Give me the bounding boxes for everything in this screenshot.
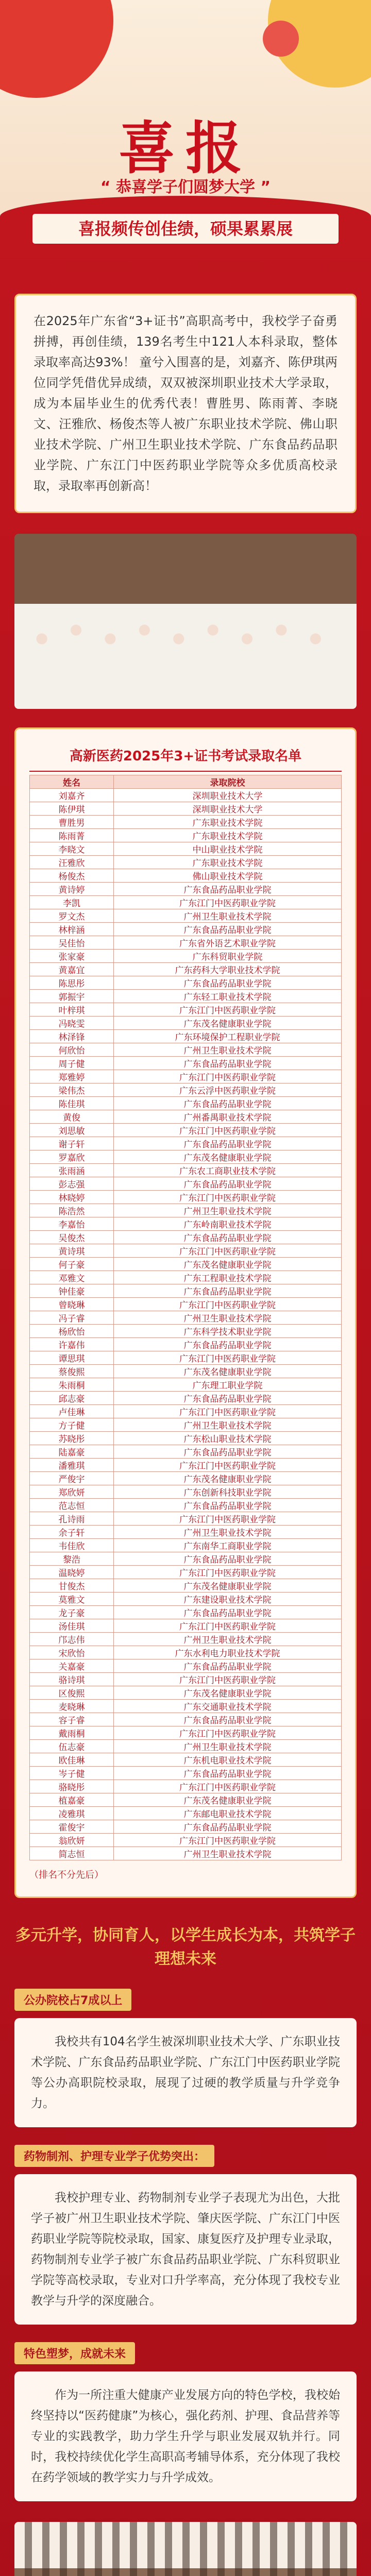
table-row [30, 896, 342, 909]
table-row [30, 1619, 342, 1633]
admitted-school: 广东江门中医药职业学院 [114, 1619, 342, 1633]
table-row [30, 856, 342, 869]
public-tag: 公办院校占7成以上 [14, 1989, 131, 2011]
student-name: 霍俊宇 [30, 1820, 114, 1834]
student-name: 严俊宇 [30, 1472, 114, 1485]
admitted-school: 广州卫生职业技术学院 [114, 1740, 342, 1753]
student-name: 李嘉怡 [30, 1217, 114, 1231]
table-row [30, 1566, 342, 1579]
admitted-school: 广东岭南职业技术学院 [114, 1217, 342, 1231]
table-row [30, 1606, 342, 1619]
admitted-school: 广东南华工商职业学院 [114, 1539, 342, 1552]
student-name: 刘嘉齐 [30, 789, 114, 802]
table-row [30, 1124, 342, 1137]
table-row [30, 869, 342, 883]
table-row [30, 1365, 342, 1378]
student-name: 陈浩然 [30, 1204, 114, 1217]
table-row [30, 1016, 342, 1030]
admitted-school: 广东茂名健康职业学院 [114, 1258, 342, 1271]
table-row [30, 1405, 342, 1418]
public-text: 我校共有104名学生被深圳职业技术大学、广东职业技术学院、广东食品药品职业学院、广东江门中医药职业学院等公办高职院校录取，展现了过硬的教学质量与升学竞争力。 [14, 2018, 357, 2127]
table-row [30, 1753, 342, 1767]
admitted-school: 广东创新科技职业学院 [114, 1485, 342, 1499]
admitted-school: 广东食品药品职业学院 [114, 1659, 342, 1673]
admitted-school: 广东江门中医药职业学院 [114, 1512, 342, 1526]
admitted-school: 广州番禺职业技术学院 [114, 1110, 342, 1124]
student-name: 伍志豪 [30, 1740, 114, 1753]
table-row [30, 1659, 342, 1673]
student-name: 黄嘉宜 [30, 963, 114, 976]
table-row [30, 1311, 342, 1325]
student-name: 范志恒 [30, 1499, 114, 1512]
table-row [30, 963, 342, 976]
admitted-school: 广东江门中医药职业学院 [114, 1124, 342, 1137]
feature-tag: 特色塑梦，成就未来 [14, 2342, 135, 2364]
admitted-school: 佛山职业技术学院 [114, 869, 342, 883]
admitted-school: 广东食品药品职业学院 [114, 1713, 342, 1726]
admitted-school: 广东江门中医药职业学院 [114, 1780, 342, 1793]
table-row [30, 1217, 342, 1231]
admitted-school: 广州卫生职业技术学院 [114, 1633, 342, 1646]
admitted-school: 广东食品药品职业学院 [114, 1445, 342, 1459]
admitted-school: 广东江门中医药职业学院 [114, 1673, 342, 1686]
student-name: 卢佳琳 [30, 1405, 114, 1418]
admitted-school: 广东松山职业技术学院 [114, 1432, 342, 1445]
table-row [30, 1445, 342, 1459]
admission-table-card [14, 727, 357, 1898]
admitted-school: 广东江门中医药职业学院 [114, 896, 342, 909]
table-row [30, 1191, 342, 1204]
admitted-school: 深圳职业技术大学 [114, 789, 342, 802]
student-name: 黄俊 [30, 1110, 114, 1124]
admitted-school: 广东食品药品职业学院 [114, 1137, 342, 1150]
table-row [30, 802, 342, 816]
student-name: 韦佳欣 [30, 1539, 114, 1552]
admitted-school: 广东食品药品职业学院 [114, 883, 342, 896]
student-name: 简志恒 [30, 1847, 114, 1860]
student-name: 冯晓雯 [30, 1016, 114, 1030]
student-name: 林晓婷 [30, 1191, 114, 1204]
table-row [30, 1057, 342, 1070]
admitted-school: 广东轻工职业技术学院 [114, 990, 342, 1003]
table-row [30, 1150, 342, 1164]
admitted-school: 广东茂名健康职业学院 [114, 1365, 342, 1378]
table-row [30, 936, 342, 950]
table-header: 姓名 [30, 775, 114, 789]
admitted-school: 广东科学技术职业学院 [114, 1325, 342, 1338]
table-row [30, 1526, 342, 1539]
table-row [30, 1767, 342, 1780]
hero-subtitle: “ 恭喜学子们圆梦大学 ” [100, 178, 271, 196]
table-row [30, 909, 342, 923]
admitted-school: 广东省外语艺术职业学院 [114, 936, 342, 950]
student-name: 汪雅欣 [30, 856, 114, 869]
admitted-school: 广东邮电职业技术学院 [114, 1807, 342, 1820]
table-row [30, 923, 342, 936]
student-name: 杨欣怡 [30, 1325, 114, 1338]
student-name: 陆嘉豪 [30, 1445, 114, 1459]
table-note: （排名不分先后） [29, 1870, 104, 1880]
table-row [30, 1244, 342, 1258]
student-name: 方子健 [30, 1418, 114, 1432]
admitted-school: 广东食品药品职业学院 [114, 1231, 342, 1244]
table-row [30, 1713, 342, 1726]
admitted-school: 广东江门中医药职业学院 [114, 1834, 342, 1847]
admitted-school: 广东江门中医药职业学院 [114, 1244, 342, 1258]
table-row [30, 1043, 342, 1057]
table-row [30, 1780, 342, 1793]
student-name: 区俊熙 [30, 1686, 114, 1700]
student-name: 植嘉豪 [30, 1793, 114, 1807]
student-name: 潘雅琪 [30, 1459, 114, 1472]
student-name: 林梓涵 [30, 923, 114, 936]
student-name: 关嘉豪 [30, 1659, 114, 1673]
student-name: 梁伟杰 [30, 1083, 114, 1097]
admitted-school: 广东食品药品职业学院 [114, 1284, 342, 1298]
table-row [30, 1284, 342, 1298]
admitted-school: 广东茂名健康职业学院 [114, 1016, 342, 1030]
table-row [30, 842, 342, 856]
table-row [30, 1847, 342, 1860]
decor-circle [263, 21, 299, 57]
admission-table [29, 775, 342, 1860]
student-name: 黄诗婷 [30, 883, 114, 896]
table-row [30, 1700, 342, 1713]
student-name: 曹胜男 [30, 816, 114, 829]
student-name: 吴俊杰 [30, 1231, 114, 1244]
table-row [30, 1351, 342, 1365]
table-row [30, 1512, 342, 1526]
student-name: 甘俊杰 [30, 1579, 114, 1592]
table-row [30, 1686, 342, 1700]
admitted-school: 广州卫生职业技术学院 [114, 909, 342, 923]
table-row [30, 1325, 342, 1338]
admitted-school: 广东食品药品职业学院 [114, 1097, 342, 1110]
admitted-school: 广东食品药品职业学院 [114, 1552, 342, 1566]
student-name: 林泽锋 [30, 1030, 114, 1043]
student-name: 何欣怡 [30, 1043, 114, 1057]
student-name: 郑欣妍 [30, 1485, 114, 1499]
table-row [30, 1726, 342, 1740]
student-name: 岑子健 [30, 1767, 114, 1780]
admitted-school: 广州卫生职业技术学院 [114, 1847, 342, 1860]
admitted-school: 广东食品药品职业学院 [114, 1057, 342, 1070]
pharma-text: 我校护理专业、药物制剂专业学子表现尤为出色，大批学子被广州卫生职业技术学院、肇庆医学院、广东江门中医药职业学院等院校录取，国家、康复医疗及护理专业录取，药物制剂专业学子被广东食品药品职业学院、广东科贸职业学院等高校录取，专业对口升学率高，充分体现了我校专业教学与升学的深度融合。 [14, 2174, 357, 2325]
table-row [30, 1298, 342, 1311]
student-name: 邓雅文 [30, 1271, 114, 1284]
admitted-school: 广东江门中医药职业学院 [114, 1191, 342, 1204]
table-row [30, 1499, 342, 1512]
student-name: 陈伊琪 [30, 802, 114, 816]
table-row [30, 1110, 342, 1124]
hero [0, 0, 371, 258]
student-name: 戴雨桐 [30, 1726, 114, 1740]
student-name: 陈佳琪 [30, 1097, 114, 1110]
student-name: 郭振宇 [30, 990, 114, 1003]
table-row [30, 1258, 342, 1271]
admitted-school: 广东江门中医药职业学院 [114, 1070, 342, 1083]
student-name: 张家豪 [30, 950, 114, 963]
admitted-school: 广东食品药品职业学院 [114, 1177, 342, 1191]
admitted-school: 广东理工职业学院 [114, 1378, 342, 1392]
admitted-school: 广东机电职业技术学院 [114, 1753, 342, 1767]
table-row [30, 1083, 342, 1097]
student-name: 叶梓琪 [30, 1003, 114, 1016]
table-row [30, 1820, 342, 1834]
student-name: 许嘉伟 [30, 1338, 114, 1351]
admitted-school: 广东食品药品职业学院 [114, 923, 342, 936]
table-row [30, 1539, 342, 1552]
student-name: 曾晓琳 [30, 1298, 114, 1311]
admitted-school: 深圳职业技术大学 [114, 802, 342, 816]
table-row [30, 1164, 342, 1177]
student-name: 骆晓彤 [30, 1780, 114, 1793]
admitted-school: 广东江门中医药职业学院 [114, 1566, 342, 1579]
student-name: 邱志豪 [30, 1392, 114, 1405]
hero-title: 喜报 [119, 115, 252, 181]
table-title: 高新医药2025年3+证书考试录取名单 [29, 741, 342, 772]
student-name: 邝志伟 [30, 1633, 114, 1646]
student-name: 余子轩 [30, 1526, 114, 1539]
admitted-school: 广州卫生职业技术学院 [114, 1204, 342, 1217]
table-row [30, 1834, 342, 1847]
table-row [30, 1177, 342, 1191]
table-row [30, 1338, 342, 1351]
student-name: 汤佳琪 [30, 1619, 114, 1633]
student-name: 彭志强 [30, 1177, 114, 1191]
student-name: 冯子睿 [30, 1311, 114, 1325]
admitted-school: 广州卫生职业技术学院 [114, 1526, 342, 1539]
admitted-school: 广州卫生职业技术学院 [114, 1418, 342, 1432]
graduates-photo [14, 2522, 357, 2576]
table-row [30, 1231, 342, 1244]
student-name: 吴佳怡 [30, 936, 114, 950]
feature-text: 作为一所注重大健康产业发展方向的特色学校，我校始终坚持以“医药健康”为核心，强化药剂、护理、食品营养等专业的实践教学，助力学生升学与职业发展双轨并行。同时，我校持续优化学生高职高考辅导体系，充分体现了我校在药学领域的教学实力与升学成效。 [14, 2371, 357, 2501]
table-row [30, 1646, 342, 1659]
admitted-school: 广东职业技术学院 [114, 816, 342, 829]
admitted-school: 广东食品药品职业学院 [114, 1392, 342, 1405]
admitted-school: 广东食品药品职业学院 [114, 1820, 342, 1834]
student-name: 容子睿 [30, 1713, 114, 1726]
table-row [30, 990, 342, 1003]
student-name: 郑雅婷 [30, 1070, 114, 1083]
decor-circle [0, 0, 113, 98]
admitted-school: 广东农工商职业技术学院 [114, 1164, 342, 1177]
admitted-school: 中山职业技术学院 [114, 842, 342, 856]
admitted-school: 广东食品药品职业学院 [114, 1499, 342, 1512]
admitted-school: 广东茂名健康职业学院 [114, 1579, 342, 1592]
intro-text: 在2025年广东省“3+证书”高职高考中，我校学子奋勇拼搏，再创佳绩，139名考生中121人本科录取，整体录取率高达93%！ 童兮入围喜的是，刘嘉齐、陈伊琪两位同学凭借优异成绩，双双被深圳职业技术大学录取，成为本届毕业生的优秀代表！曹胜男、陈雨菁、李晓文、汪雅欣、杨俊杰等人被广东职业技术学院、佛山职业技术学院、广州卫生职业技术学院、广东食品药品职业学院、广东江门中医药职业学院等众多优质高校录取，录取率再创新高！ [14, 294, 357, 513]
admitted-school: 广东工程职业技术学院 [114, 1271, 342, 1284]
table-row [30, 1673, 342, 1686]
admitted-school: 广东云浮中医药职业学院 [114, 1083, 342, 1097]
admitted-school: 广东食品药品职业学院 [114, 1338, 342, 1351]
student-name: 骆诗琪 [30, 1673, 114, 1686]
admitted-school: 广东职业技术学院 [114, 829, 342, 842]
table-row [30, 1793, 342, 1807]
table-row [30, 883, 342, 896]
student-name: 陈思彤 [30, 976, 114, 990]
table-row [30, 1592, 342, 1606]
student-name: 杨俊杰 [30, 869, 114, 883]
section-heading: 多元升学，协同育人，以学生成长为本，共筑学子理想未来 [15, 1926, 356, 1968]
table-row [30, 1579, 342, 1592]
table-header: 录取院校 [114, 775, 342, 789]
table-row [30, 1472, 342, 1485]
student-name: 欧佳琳 [30, 1753, 114, 1767]
admitted-school: 广东茂名健康职业学院 [114, 1793, 342, 1807]
admitted-school: 广东江门中医药职业学院 [114, 1459, 342, 1472]
student-name: 谭思琪 [30, 1351, 114, 1365]
student-name: 李晓文 [30, 842, 114, 856]
pharma-tag: 药物制剂、护理专业学子优势突出： [14, 2145, 214, 2167]
student-name: 刘思敏 [30, 1124, 114, 1137]
table-row [30, 1485, 342, 1499]
admitted-school: 广东水利电力职业技术学院 [114, 1646, 342, 1659]
table-row [30, 1740, 342, 1753]
student-name: 朱雨桐 [30, 1378, 114, 1392]
table-row [30, 816, 342, 829]
student-name: 凌雅琪 [30, 1807, 114, 1820]
student-name: 钟佳豪 [30, 1284, 114, 1298]
student-name: 李凯 [30, 896, 114, 909]
admitted-school: 广州卫生职业技术学院 [114, 1311, 342, 1325]
student-name: 何子豪 [30, 1258, 114, 1271]
student-name: 罗文杰 [30, 909, 114, 923]
student-name: 温晓婷 [30, 1566, 114, 1579]
student-name: 谢子轩 [30, 1137, 114, 1150]
table-row [30, 1418, 342, 1432]
admitted-school: 广东食品药品职业学院 [114, 1767, 342, 1780]
admitted-school: 广东江门中医药职业学院 [114, 1298, 342, 1311]
table-row [30, 829, 342, 842]
student-name: 翁欣妍 [30, 1834, 114, 1847]
admitted-school: 广东江门中医药职业学院 [114, 1003, 342, 1016]
student-name: 莫雅文 [30, 1592, 114, 1606]
table-row [30, 1552, 342, 1566]
admitted-school: 广东食品药品职业学院 [114, 1606, 342, 1619]
student-name: 蔡俊熙 [30, 1365, 114, 1378]
table-row [30, 1097, 342, 1110]
student-name: 苏晓彤 [30, 1432, 114, 1445]
admitted-school: 广东食品药品职业学院 [114, 976, 342, 990]
admitted-school: 广东药科大学职业技术学院 [114, 963, 342, 976]
student-name: 孔诗雨 [30, 1512, 114, 1526]
admitted-school: 广东科贸职业学院 [114, 950, 342, 963]
table-row [30, 1030, 342, 1043]
admitted-school: 广东茂名健康职业学院 [114, 1686, 342, 1700]
table-row [30, 1459, 342, 1472]
group-photo [14, 534, 357, 709]
student-name: 龙子豪 [30, 1606, 114, 1619]
admitted-school: 广东茂名健康职业学院 [114, 1472, 342, 1485]
admitted-school: 广东建设职业技术学院 [114, 1592, 342, 1606]
student-name: 黄诗琪 [30, 1244, 114, 1258]
hero-banner: 喜报频传创佳绩，硕果累累展 [31, 212, 340, 245]
admitted-school: 广州卫生职业技术学院 [114, 1043, 342, 1057]
student-name: 陈雨菁 [30, 829, 114, 842]
table-row [30, 1807, 342, 1820]
admitted-school: 广东茂名健康职业学院 [114, 1150, 342, 1164]
table-row [30, 1003, 342, 1016]
table-row [30, 1378, 342, 1392]
student-name: 麦晓琳 [30, 1700, 114, 1713]
table-row [30, 789, 342, 802]
table-row [30, 1137, 342, 1150]
table-row [30, 1392, 342, 1405]
table-row [30, 950, 342, 963]
table-row [30, 976, 342, 990]
admitted-school: 广东职业技术学院 [114, 856, 342, 869]
student-name: 张雨涵 [30, 1164, 114, 1177]
table-row [30, 1633, 342, 1646]
admitted-school: 广东江门中医药职业学院 [114, 1405, 342, 1418]
table-row [30, 1070, 342, 1083]
admitted-school: 广东江门中医药职业学院 [114, 1351, 342, 1365]
table-row [30, 1271, 342, 1284]
admitted-school: 广东江门中医药职业学院 [114, 1726, 342, 1740]
student-name: 周子健 [30, 1057, 114, 1070]
table-row [30, 1432, 342, 1445]
student-name: 宋欣怡 [30, 1646, 114, 1659]
admitted-school: 广东环境保护工程职业学院 [114, 1030, 342, 1043]
student-name: 黎浩 [30, 1552, 114, 1566]
student-name: 罗嘉欣 [30, 1150, 114, 1164]
table-row [30, 1204, 342, 1217]
admitted-school: 广东交通职业技术学院 [114, 1700, 342, 1713]
